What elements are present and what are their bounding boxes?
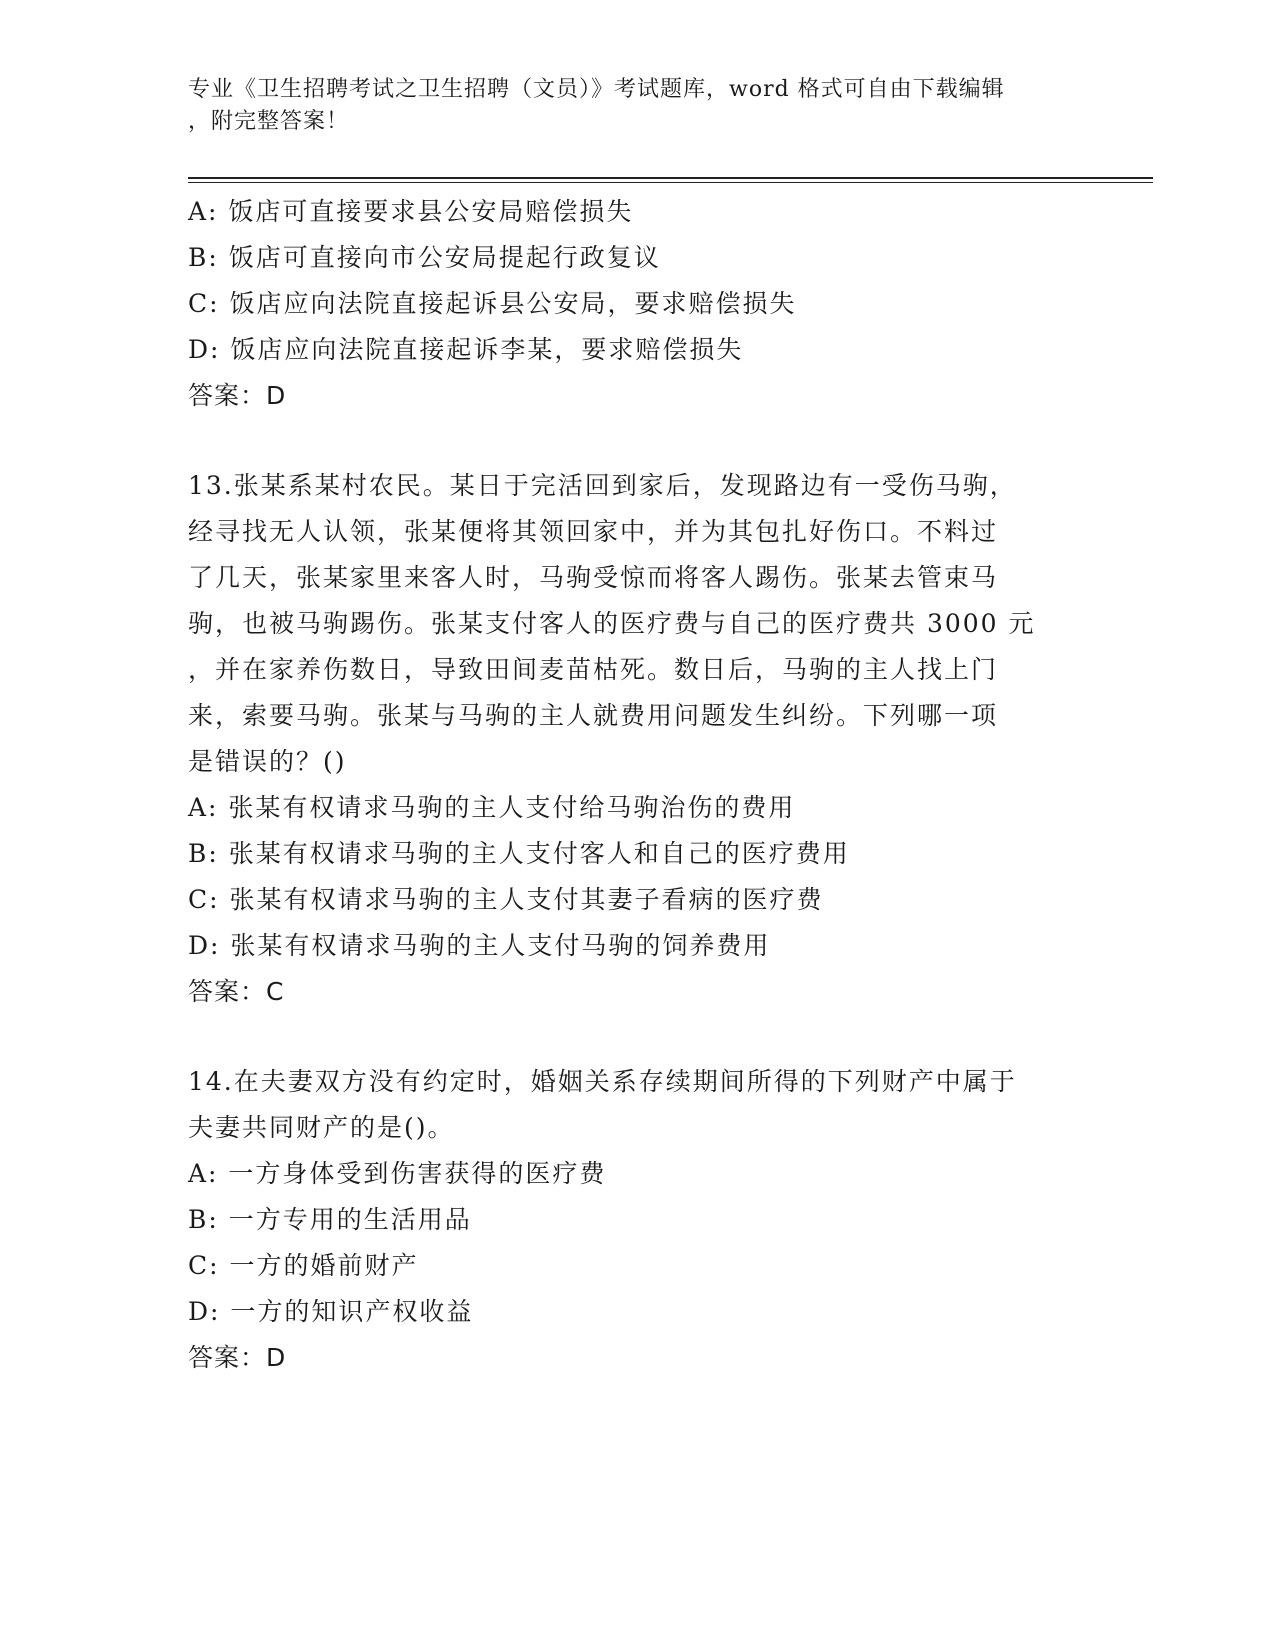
question-content	[188, 189, 1088, 1381]
question-14-option-a: A: 一方身体受到伤害获得的医疗费	[188, 1159, 607, 1188]
question-14-answer: 答案：D	[188, 1343, 287, 1372]
question-13-option-b: B: 张某有权请求马驹的主人支付客人和自己的医疗费用	[188, 839, 850, 868]
question-13-stem-line: 来，索要马驹。张某与马驹的主人就费用问题发生纠纷。下列哪一项	[188, 701, 999, 730]
question-13-stem-line: ，并在家养伤数日，导致田间麦苗枯死。数日后，马驹的主人找上门	[188, 655, 999, 684]
question-13-stem-line: 驹，也被马驹踢伤。张某支付客人的医疗费与自己的医疗费共 3000 元	[188, 609, 1036, 638]
question-13-stem	[188, 463, 1088, 785]
question-13-stem-line: 是错误的？()	[188, 747, 347, 776]
question-13	[188, 463, 1088, 1015]
question-13-stem-line: 了几天，张某家里来客人时，马驹受惊而将客人踢伤。张某去管束马	[188, 563, 999, 592]
question-13-stem-line: 经寻找无人认领，张某便将其领回家中，并为其包扎好伤口。不料过	[188, 517, 999, 546]
header-divider-thin	[188, 182, 1153, 183]
question-13-stem-line: 13.张某系某村农民。某日于完活回到家后，发现路边有一受伤马驹，	[188, 471, 1017, 500]
question-14-stem	[188, 1059, 1088, 1151]
question-14-stem-line: 夫妻共同财产的是()。	[188, 1113, 455, 1142]
question-13-option-d: D: 张某有权请求马驹的主人支付马驹的饲养费用	[188, 931, 771, 960]
question-13-answer: 答案：C	[188, 977, 285, 1006]
question-14-option-b: B: 一方专用的生活用品	[188, 1205, 472, 1234]
header-divider-thick	[188, 177, 1153, 179]
question-14-option-d: D: 一方的知识产权收益	[188, 1297, 474, 1326]
spacer	[188, 1015, 1088, 1059]
question-12-option-d: D: 饭店应向法院直接起诉李某，要求赔偿损失	[188, 335, 744, 364]
question-12-option-c: C: 饭店应向法院直接起诉县公安局，要求赔偿损失	[188, 289, 797, 318]
question-12-option-a: A: 饭店可直接要求县公安局赔偿损失	[188, 197, 634, 226]
question-12	[188, 189, 1088, 419]
question-12-option-b: B: 饭店可直接向市公安局提起行政复议	[188, 243, 661, 272]
question-14-stem-line: 14.在夫妻双方没有约定时，婚姻关系存续期间所得的下列财产中属于	[188, 1067, 1017, 1096]
document-header: 专业《卫生招聘考试之卫生招聘（文员）》考试题库，word 格式可自由下载编辑 ，附完整答案！	[188, 77, 1005, 134]
question-14	[188, 1059, 1088, 1381]
question-13-option-c: C: 张某有权请求马驹的主人支付其妻子看病的医疗费	[188, 885, 824, 914]
question-12-answer: 答案：D	[188, 381, 287, 410]
question-13-option-a: A: 张某有权请求马驹的主人支付给马驹治伤的费用	[188, 793, 796, 822]
question-14-option-c: C: 一方的婚前财产	[188, 1251, 419, 1280]
spacer	[188, 419, 1088, 463]
